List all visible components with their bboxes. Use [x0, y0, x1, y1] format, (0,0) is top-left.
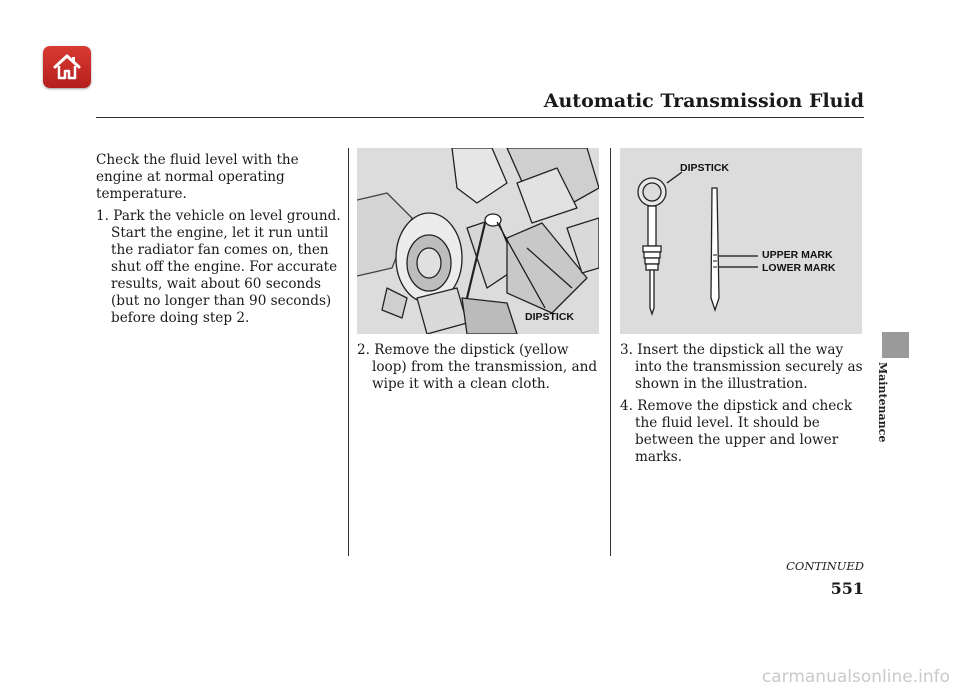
step-1-text: 1. Park the vehicle on level ground. Start the engine, let it run until the radiator fan comes on, then shut off the engine. For accurate results, wait about 60 seconds (but no longer than 90 seconds) before doing step 2.: [96, 208, 341, 326]
watermark: carmanualsonline.info: [761, 667, 950, 687]
column-2: [357, 342, 602, 398]
lower-mark-label: LOWER MARK: [762, 262, 836, 274]
step-2-text: 2. Remove the dipstick (yellow loop) from the transmission, and wipe it with a clean cloth.: [357, 342, 598, 392]
page-number: 551: [830, 579, 864, 598]
step-3-text: 3. Insert the dipstick all the way into the transmission securely as shown in the illustration.: [620, 342, 863, 392]
step-4-text: 4. Remove the dipstick and check the fluid level. It should be between the upper and lower marks.: [620, 398, 853, 465]
dipstick-illustration: [620, 148, 862, 334]
title-divider: [96, 117, 864, 118]
column-divider: [348, 148, 349, 556]
column-1: [96, 152, 341, 332]
page-title: Automatic Transmission Fluid: [543, 90, 864, 112]
intro-text: Check the fluid level with the engine at normal operating temperature.: [96, 152, 299, 202]
engine-illustration: [357, 148, 599, 334]
dipstick-callout-label: DIPSTICK: [525, 311, 575, 323]
engine-dipstick-figure: [357, 148, 599, 334]
upper-mark-label: UPPER MARK: [762, 249, 833, 261]
home-button[interactable]: [43, 46, 91, 88]
continued-label: CONTINUED: [786, 559, 864, 573]
section-tab-marker[interactable]: [882, 332, 909, 358]
column-3: [620, 342, 865, 471]
section-tab-label[interactable]: Maintenance: [876, 362, 889, 443]
home-icon: [51, 53, 83, 81]
dipstick-marks-figure: [620, 148, 862, 334]
column-divider: [610, 148, 611, 556]
dipstick-label: DIPSTICK: [680, 162, 730, 174]
